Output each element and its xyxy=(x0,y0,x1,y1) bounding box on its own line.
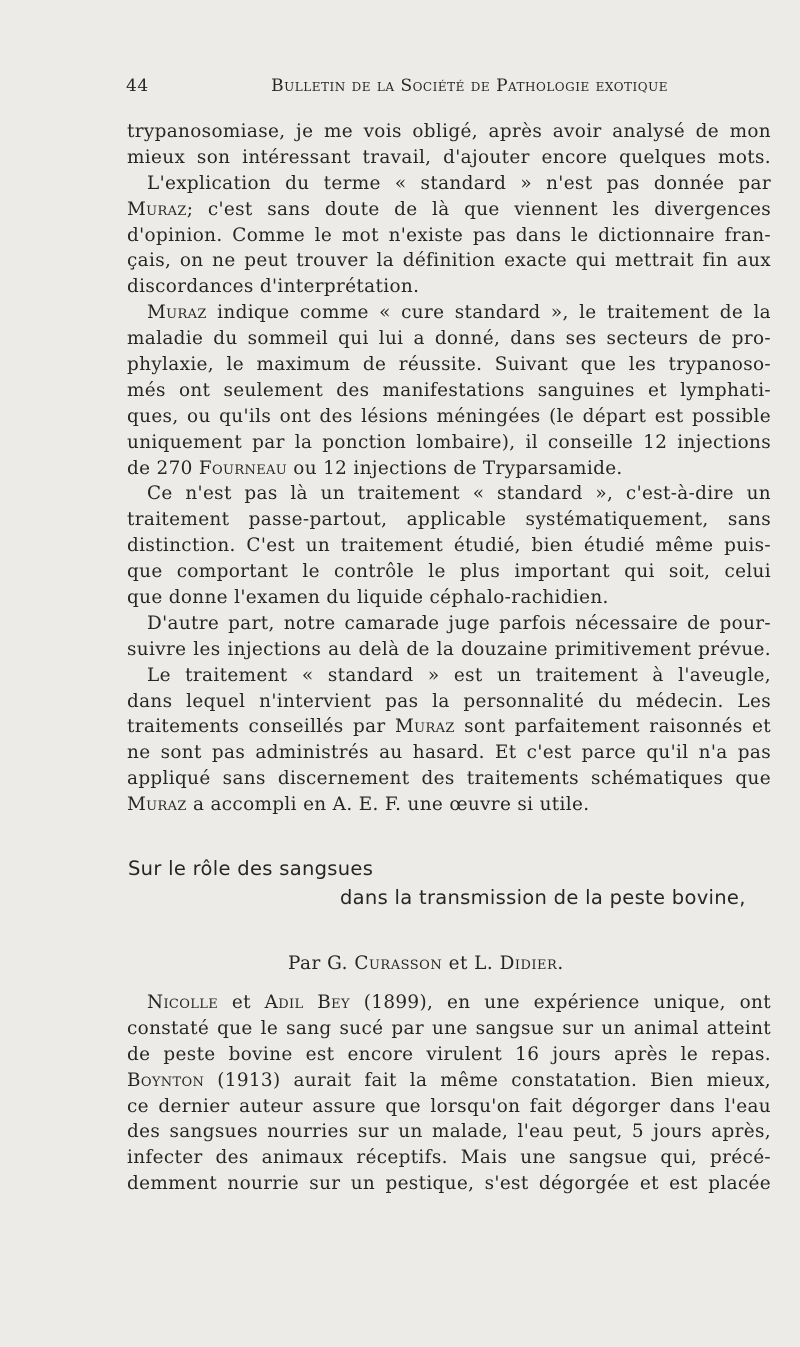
text-line: çais, on ne peut trouver la définition exacte qui mettrait fin aux xyxy=(127,250,771,272)
text-line: des sangsues nourries sur un malade, l'eau peut, 5 jours après, xyxy=(127,1121,771,1143)
text-line: infecter des animaux réceptifs. Mais une sangsue qui, précé- xyxy=(127,1147,771,1169)
text-line: L'explication du terme « standard » n'est pas donnée par xyxy=(147,172,771,194)
text-line: Muraz a accompli en A. E. F. une œuvre si utile. xyxy=(127,794,590,816)
text-line: constaté que le sang sucé par une sangsue sur un animal atteint xyxy=(127,1017,771,1039)
article-title xyxy=(128,857,778,917)
text-line: d'opinion. Comme le mot n'existe pas dans le dictionnaire fran- xyxy=(127,224,771,246)
text-line: D'autre part, notre camarade juge parfois nécessaire de pour- xyxy=(147,612,771,634)
text-line: suivre les injections au delà de la douzaine primitivement prévue. xyxy=(127,638,771,660)
author-name: Adil Bey xyxy=(264,992,350,1013)
text-line: appliqué sans discernement des traitements schématiques que xyxy=(127,768,771,790)
text-line: més ont seulement des manifestations sanguines et lymphati- xyxy=(127,379,771,401)
text-line: de peste bovine est encore virulent 16 jours après le repas. xyxy=(127,1043,771,1065)
text-line: dans lequel n'intervient pas la personnalité du médecin. Les xyxy=(127,690,771,712)
text-line: mieux son intéressant travail, d'ajouter encore quelques mots. xyxy=(127,146,771,168)
text-line: uniquement par la ponction lombaire), il conseille 12 injections xyxy=(127,431,771,453)
text-line: Le traitement « standard » est un traitement à l'aveugle, xyxy=(147,664,771,686)
text-line: trypanosomiase, je me vois obligé, après avoir analysé de mon xyxy=(127,121,771,142)
byline: Par G. Curasson et L. Didier. xyxy=(288,953,564,974)
article-title-line-2: dans la transmission de la peste bovine, xyxy=(340,886,746,909)
author-name: Curasson xyxy=(354,953,443,974)
author-name: Muraz xyxy=(394,716,455,738)
author-name: Muraz xyxy=(127,198,187,220)
author-name: Boynton xyxy=(127,1069,205,1091)
text-line: discordances d'interprétation. xyxy=(127,276,420,298)
author-name: Nicolle xyxy=(147,992,219,1013)
author-name: Muraz xyxy=(147,302,207,324)
text-line: Boynton (1913) aurait fait la même constatation. Bien mieux, xyxy=(127,1069,771,1091)
text-line: distinction. C'est un traitement étudié, bien étudié même puis- xyxy=(127,535,771,557)
article-title-line-1: Sur le rôle des sangsues xyxy=(128,857,374,880)
journal-title: Bulletin de la Société de Pathologie exotique xyxy=(271,76,668,96)
text-line: que comportant le contrôle le plus important qui soit, celui xyxy=(127,561,771,583)
text-line: Ce n'est pas là un traitement « standard », c'est-à-dire un xyxy=(147,483,771,505)
text-line: Muraz; c'est sans doute de là que viennent les divergences xyxy=(127,198,771,220)
text-line: phylaxie, le maximum de réussite. Suivant que les trypanoso- xyxy=(127,354,771,376)
author-name: Muraz xyxy=(127,794,187,816)
text-line: traitements conseillés par Muraz sont parfaitement raisonnés et xyxy=(127,716,771,738)
text-line: que donne l'examen du liquide céphalo-rachidien. xyxy=(127,587,609,609)
text-line: ce dernier auteur assure que lorsqu'on fait dégorger dans l'eau xyxy=(127,1095,771,1117)
running-head xyxy=(126,76,668,100)
text-line: de 270 Fourneau ou 12 injections de Tryparsamide. xyxy=(127,457,623,479)
text-line: ques, ou qu'ils ont des lésions méningées (le départ est possible xyxy=(127,405,771,427)
text-line: ne sont pas administrés au hasard. Et c'est parce qu'il n'a pas xyxy=(127,742,771,764)
text-line: Nicolle et Adil Bey (1899), en une expérience unique, ont xyxy=(147,992,771,1013)
text-line: Muraz indique comme « cure standard », le traitement de la xyxy=(147,302,771,324)
text-line: demment nourrie sur un pestique, s'est dégorgée et est placée xyxy=(127,1173,771,1195)
previous-article-body xyxy=(127,119,771,818)
article-body xyxy=(127,990,771,1197)
text-line: maladie du sommeil qui lui a donné, dans ses secteurs de pro- xyxy=(127,328,771,350)
author-name: Fourneau xyxy=(198,457,288,479)
text-line: traitement passe-partout, applicable systématiquement, sans xyxy=(127,509,771,531)
page-number: 44 xyxy=(126,76,149,96)
author-name: Didier xyxy=(499,953,558,974)
